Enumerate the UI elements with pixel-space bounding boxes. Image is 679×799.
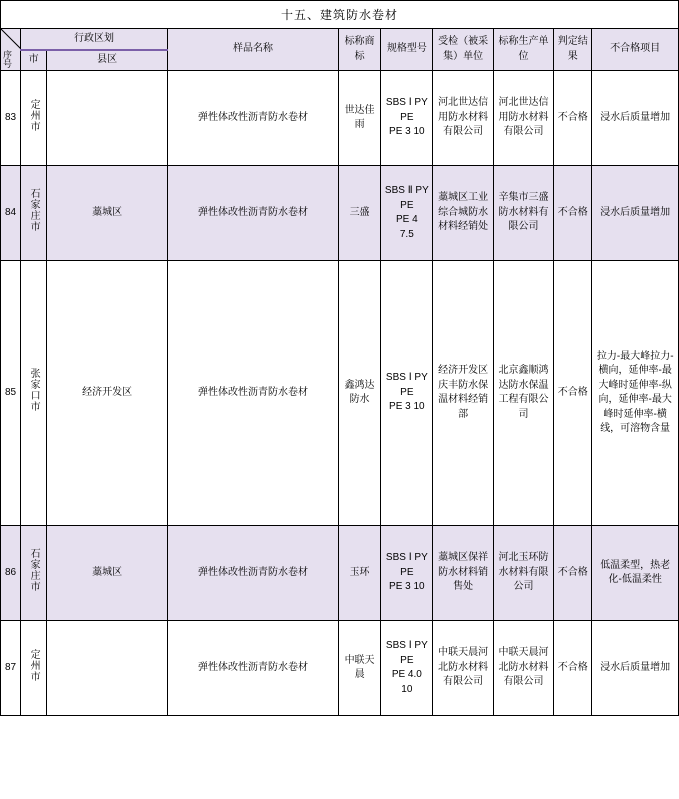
cell-spec-model-line: 7.5 xyxy=(399,228,414,240)
cell-producer-unit: 河北世达信用防水材料有限公司 xyxy=(493,71,553,166)
cell-inspected-unit: 经济开发区庆丰防水保温材料经销部 xyxy=(433,261,493,526)
header-seq-label: 序号 xyxy=(2,50,12,68)
cell-sample-name: 弹性体改性沥青防水卷材 xyxy=(167,71,338,166)
cell-city xyxy=(21,526,47,621)
cell-spec-model-line: SBS Ⅰ PY PE xyxy=(385,97,428,123)
table-body xyxy=(1,71,679,716)
cell-spec-model-line: PE 3 10 xyxy=(389,126,425,138)
cell-result: 不合格 xyxy=(554,526,592,621)
cell-result: 不合格 xyxy=(554,71,592,166)
cell-city xyxy=(21,166,47,261)
cell-brand: 玉环 xyxy=(338,526,380,621)
cell-seq: 83 xyxy=(1,71,21,166)
table-row xyxy=(1,526,679,621)
cell-fail-items: 浸水后质量增加 xyxy=(592,621,679,716)
cell-sample-name: 弹性体改性沥青防水卷材 xyxy=(167,621,338,716)
header-producer-unit: 标称生产单位 xyxy=(493,29,553,71)
cell-brand: 中联天晨 xyxy=(338,621,380,716)
cell-spec-model xyxy=(381,71,433,166)
cell-seq: 85 xyxy=(1,261,21,526)
cell-seq: 87 xyxy=(1,621,21,716)
cell-sample-name: 弹性体改性沥青防水卷材 xyxy=(167,261,338,526)
cell-city-text: 定州市 xyxy=(28,648,40,682)
cell-spec-model-line: SBS Ⅱ PY PE xyxy=(384,185,429,211)
cell-result: 不合格 xyxy=(554,621,592,716)
header-spec-model: 规格型号 xyxy=(381,29,433,71)
cell-inspected-unit: 河北世达信用防水材料有限公司 xyxy=(433,71,493,166)
cell-county: 藁城区 xyxy=(47,526,168,621)
cell-spec-model-line: PE 4.0 xyxy=(391,669,422,680)
table-header xyxy=(1,29,679,71)
cell-city-text: 石家庄市 xyxy=(28,548,40,593)
cell-sample-name: 弹性体改性沥青防水卷材 xyxy=(167,166,338,261)
cell-result: 不合格 xyxy=(554,166,592,261)
cell-producer-unit: 中联天晨河北防水材料有限公司 xyxy=(493,621,553,716)
header-county: 县区 xyxy=(47,50,168,71)
header-fail-items: 不合格项目 xyxy=(592,29,679,71)
cell-city xyxy=(21,621,47,716)
cell-spec-model-line: PE 3 10 xyxy=(389,401,425,413)
cell-city-text: 张家口市 xyxy=(28,368,40,413)
header-inspected-unit: 受检（被采集）单位 xyxy=(433,29,493,71)
cell-spec-model-line: SBS Ⅰ PY PE xyxy=(385,552,428,578)
header-sample-name: 样品名称 xyxy=(167,29,338,71)
cell-county: 经济开发区 xyxy=(47,261,168,526)
header-city: 市 xyxy=(21,50,47,71)
cell-spec-model xyxy=(381,166,433,261)
cell-inspected-unit: 藁城区工业综合城防水材料经销处 xyxy=(433,166,493,261)
cell-spec-model-line: 10 xyxy=(401,683,413,695)
cell-spec-model xyxy=(381,621,433,716)
page-title: 十五、建筑防水卷材 xyxy=(0,0,679,28)
cell-inspected-unit: 藁城区保祥防水材料销售处 xyxy=(433,526,493,621)
cell-producer-unit: 辛集市三盛防水材料有限公司 xyxy=(493,166,553,261)
cell-spec-model xyxy=(381,261,433,526)
cell-brand: 鑫鸿达防水 xyxy=(338,261,380,526)
cell-brand: 三盛 xyxy=(338,166,380,261)
cell-spec-model-line: PE 3 10 xyxy=(389,581,425,593)
header-brand: 标称商标 xyxy=(338,29,380,71)
cell-seq: 84 xyxy=(1,166,21,261)
cell-fail-items: 拉力-最大峰拉力-横向，延伸率-最大峰时延伸率-纵向，延伸率-最大峰时延伸率-横线，可溶物含量 xyxy=(592,261,679,526)
cell-city xyxy=(21,71,47,166)
table-row xyxy=(1,166,679,261)
cell-seq: 86 xyxy=(1,526,21,621)
table-row xyxy=(1,261,679,526)
cell-city xyxy=(21,261,47,526)
cell-producer-unit: 北京鑫顺鸿达防水保温工程有限公司 xyxy=(493,261,553,526)
cell-sample-name: 弹性体改性沥青防水卷材 xyxy=(167,526,338,621)
cell-county xyxy=(47,71,168,166)
cell-inspected-unit: 中联天晨河北防水材料有限公司 xyxy=(433,621,493,716)
table-row xyxy=(1,71,679,166)
cell-city-text: 定州市 xyxy=(28,98,40,132)
cell-fail-items: 浸水后质量增加 xyxy=(592,166,679,261)
cell-spec-model-line: SBS Ⅰ PY PE xyxy=(385,640,428,666)
table-row xyxy=(1,621,679,716)
cell-fail-items: 浸水后质量增加 xyxy=(592,71,679,166)
header-seq xyxy=(1,29,21,71)
cell-county: 藁城区 xyxy=(47,166,168,261)
cell-county xyxy=(47,621,168,716)
header-result: 判定结果 xyxy=(554,29,592,71)
cell-spec-model xyxy=(381,526,433,621)
cell-producer-unit: 河北玉环防水材料有限公司 xyxy=(493,526,553,621)
cell-fail-items: 低温柔型，热老化-低温柔性 xyxy=(592,526,679,621)
cell-city-text: 石家庄市 xyxy=(28,188,40,233)
inspection-results-table xyxy=(0,28,679,716)
cell-result: 不合格 xyxy=(554,261,592,526)
cell-spec-model-line: PE 4 xyxy=(395,214,418,225)
header-region-group: 行政区划 xyxy=(21,29,168,50)
cell-brand: 世达佳雨 xyxy=(338,71,380,166)
cell-spec-model-line: SBS Ⅰ PY PE xyxy=(385,372,428,398)
